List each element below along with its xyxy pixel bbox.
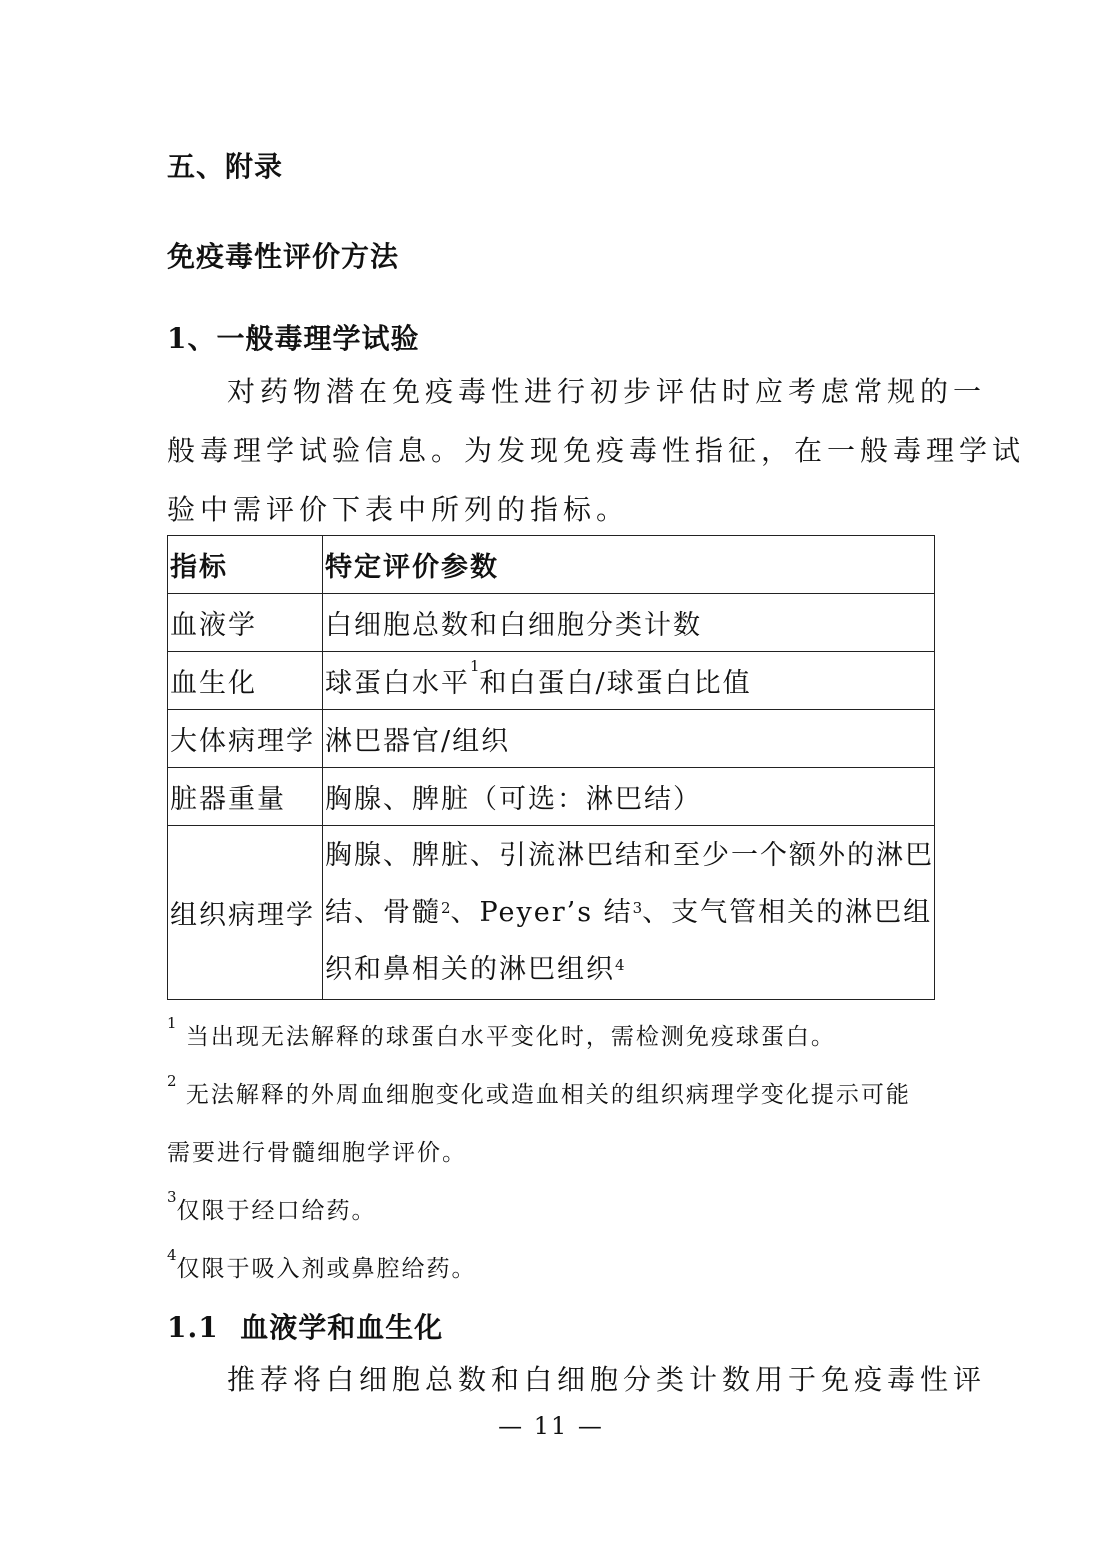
table-row (168, 826, 935, 1000)
table-row (168, 652, 935, 710)
table-cell-params (323, 826, 935, 1000)
table-header-row (168, 536, 935, 594)
footnote-1 (167, 1014, 836, 1051)
table-cell-params: 淋巴器官/组织 (323, 710, 935, 768)
footnote-ref: 2 (441, 899, 451, 917)
table-cell-indicator: 血生化 (168, 652, 323, 710)
footnote-2 (167, 1072, 911, 1109)
section-title: 五、附录 (167, 150, 284, 183)
footnote-text: 无法解释的外周血细胞变化或造血相关的组织病理学变化提示可能 (185, 1082, 911, 1108)
footnote-3 (167, 1188, 377, 1225)
footnote-2-continued: 需要进行骨髓细胞学评价。 (167, 1140, 467, 1166)
heading-hematology (167, 1306, 443, 1346)
footnote-mark: 2 (167, 1072, 177, 1090)
params-text: 球蛋白水平 (325, 668, 470, 699)
footnote-text: 当出现无法解释的球蛋白水平变化时，需检测免疫球蛋白。 (185, 1024, 836, 1050)
params-line-2 (325, 884, 934, 941)
page-number: — 11 — (498, 1412, 604, 1440)
subsection-title: 免疫毒性评价方法 (167, 240, 400, 273)
paragraph-2-line-1: 推荐将白细胞总数和白细胞分类计数用于免疫毒性评 (227, 1363, 987, 1396)
footnote-mark: 3 (167, 1188, 177, 1206)
footnote-text: 仅限于吸入剂或鼻腔给药。 (176, 1256, 477, 1282)
table-cell-params (323, 652, 935, 710)
table-row (168, 594, 935, 652)
footnote-ref: 4 (615, 956, 625, 974)
table-row (168, 710, 935, 768)
params-text: 和白蛋白/球蛋白比值 (479, 668, 752, 699)
indicator-table (167, 535, 935, 1000)
heading-general-toxicology: 1、一般毒理学试验 (167, 322, 420, 355)
table-cell-params: 胸腺、脾脏（可选：淋巴结） (323, 768, 935, 826)
params-text: 织和鼻相关的淋巴组织 (325, 954, 615, 985)
footnote-mark: 1 (167, 1014, 177, 1032)
table-cell-indicator: 大体病理学 (168, 710, 323, 768)
table-cell-indicator: 脏器重量 (168, 768, 323, 826)
heading-number: 1.1 (167, 1311, 219, 1344)
footnote-4 (167, 1246, 477, 1283)
paragraph-line-1: 对药物潜在免疫毒性进行初步评估时应考虑常规的一 (227, 375, 987, 408)
paragraph-line-3: 验中需评价下表中所列的指标。 (167, 493, 630, 526)
params-line-3 (325, 941, 934, 998)
footnote-text: 仅限于经口给药。 (176, 1198, 377, 1224)
footnote-ref: 3 (632, 899, 643, 917)
table-row (168, 768, 935, 826)
footnote-ref: 1 (470, 657, 480, 675)
params-line-1: 胸腺、脾脏、引流淋巴结和至少一个额外的淋巴 (325, 840, 934, 871)
table-header-params: 特定评价参数 (323, 536, 935, 594)
paragraph-line-2: 般毒理学试验信息。为发现免疫毒性指征，在一般毒理学试 (167, 434, 1026, 467)
table-header-indicator: 指标 (168, 536, 323, 594)
params-text: 、支气管相关的淋巴组 (642, 897, 933, 928)
table-cell-indicator: 血液学 (168, 594, 323, 652)
params-text: 结、骨髓 (325, 897, 441, 928)
table-cell-params: 白细胞总数和白细胞分类计数 (323, 594, 935, 652)
params-text: 、Peyer’s 结 (450, 897, 633, 928)
heading-title: 血液学和血生化 (240, 1311, 444, 1344)
footnote-mark: 4 (167, 1246, 177, 1264)
table-cell-indicator: 组织病理学 (168, 826, 323, 1000)
